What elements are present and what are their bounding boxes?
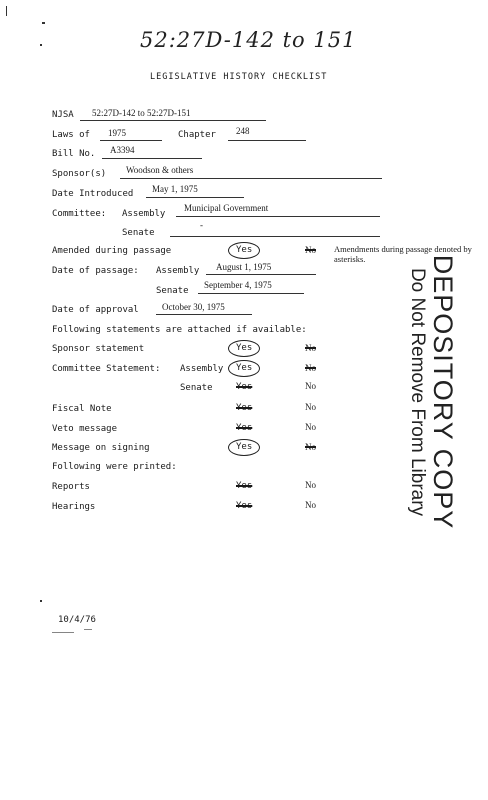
committee-senate-label: Senate — [122, 228, 155, 238]
committee-statement-senate-label: Senate — [180, 383, 213, 393]
passage-assembly-label: Assembly — [156, 266, 200, 276]
laws-label: Laws of — [52, 130, 90, 140]
passage-senate-value: September 4, 1975 — [204, 280, 272, 290]
passage-senate-label: Senate — [156, 286, 189, 296]
chapter-label: Chapter — [178, 130, 216, 140]
handwritten-title: 52:27D-142 to 151 — [140, 28, 357, 52]
committee-statement-assembly-label: Assembly — [180, 364, 224, 374]
sponsor-underline — [120, 178, 382, 179]
stamp-do-not-remove: Do Not Remove From Library — [407, 267, 428, 517]
committee-senate-underline — [170, 236, 380, 237]
laws-underline — [100, 140, 162, 141]
committee-statement-assembly-yes: Yes — [236, 363, 253, 373]
njsa-value: 52:27D-142 to 52:27D-151 — [92, 108, 191, 118]
committee-statement-senate-yes-struck: Yes — [236, 382, 253, 392]
hearings-label: Hearings — [52, 502, 96, 512]
message-on-signing-yes: Yes — [236, 442, 253, 452]
passage-label: Date of passage: — [52, 266, 139, 276]
margin-speck — [40, 600, 42, 602]
reports-yes-struck: Yes — [236, 481, 253, 491]
chapter-underline — [228, 140, 306, 141]
margin-speck — [42, 22, 45, 24]
depository-stamp — [392, 254, 472, 530]
approval-underline — [156, 314, 252, 315]
amended-label: Amended during passage — [52, 246, 172, 256]
committee-label: Committee: — [52, 209, 107, 219]
message-on-signing-label: Message on signing — [52, 443, 150, 453]
committee-statement-assembly-no-struck: No — [305, 363, 316, 373]
statements-header: Following statements are attached if available: — [52, 325, 307, 335]
date-introduced-label: Date Introduced — [52, 189, 134, 199]
committee-statement-senate-no: No — [305, 381, 316, 391]
fiscal-note-no: No — [305, 402, 316, 412]
committee-statement-label: Committee Statement: — [52, 364, 161, 374]
amended-no-struck: No — [305, 245, 316, 255]
sponsor-statement-no-struck: No — [305, 343, 316, 353]
passage-assembly-underline — [206, 274, 316, 275]
footer-scribble — [84, 629, 92, 630]
bill-label: Bill No. — [52, 149, 96, 159]
committee-assembly-underline — [176, 216, 380, 217]
committee-assembly-value: Municipal Government — [184, 203, 269, 213]
veto-message-yes-struck: Yes — [236, 423, 253, 433]
footer-scribble — [52, 632, 74, 633]
sponsor-statement-yes: Yes — [236, 343, 253, 353]
veto-message-label: Veto message — [52, 424, 118, 434]
margin-speck — [40, 44, 42, 46]
sponsor-statement-label: Sponsor statement — [52, 344, 145, 354]
njsa-underline — [80, 120, 266, 121]
sponsor-label: Sponsor(s) — [52, 169, 107, 179]
approval-label: Date of approval — [52, 305, 139, 315]
amended-yes: Yes — [236, 245, 253, 255]
footer-date: 10/4/76 — [58, 615, 96, 625]
date-introduced-value: May 1, 1975 — [152, 184, 198, 194]
fiscal-note-yes-struck: Yes — [236, 403, 253, 413]
reports-no: No — [305, 480, 316, 490]
bill-value: A3394 — [110, 145, 135, 155]
approval-value: October 30, 1975 — [162, 302, 225, 312]
page-heading: LEGISLATIVE HISTORY CHECKLIST — [150, 72, 328, 82]
committee-senate-value: - — [200, 220, 203, 230]
veto-message-no: No — [305, 422, 316, 432]
stamp-depository-copy: DEPOSITORY COPY — [428, 254, 458, 530]
printed-header: Following were printed: — [52, 462, 177, 472]
margin-mark — [6, 6, 7, 16]
message-on-signing-no-struck: No — [305, 442, 316, 452]
committee-assembly-label: Assembly — [122, 209, 166, 219]
hearings-no: No — [305, 500, 316, 510]
date-introduced-underline — [146, 197, 244, 198]
laws-value: 1975 — [108, 128, 126, 138]
chapter-value: 248 — [236, 126, 250, 136]
bill-underline — [102, 158, 202, 159]
reports-label: Reports — [52, 482, 90, 492]
njsa-label: NJSA — [52, 110, 74, 120]
fiscal-note-label: Fiscal Note — [52, 404, 112, 414]
passage-senate-underline — [198, 293, 304, 294]
amendments-note: Amendments during passage denoted by asterisks. — [334, 244, 472, 264]
passage-assembly-value: August 1, 1975 — [216, 262, 272, 272]
hearings-yes-struck: Yes — [236, 501, 253, 511]
sponsor-value: Woodson & others — [126, 165, 194, 175]
